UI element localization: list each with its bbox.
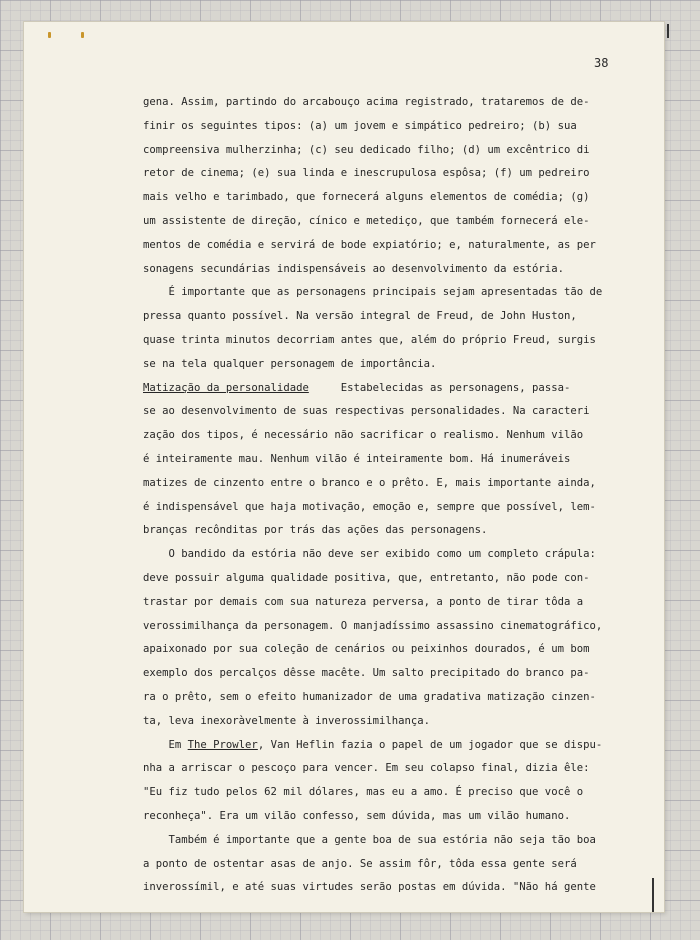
text-line: a ponto de ostentar asas de anjo. Se assim fôr, tôda essa gente será — [143, 857, 577, 870]
text-line: pressa quanto possível. Na versão integral de Freud, de John Huston, — [143, 310, 577, 323]
text-line: deve possuir alguma qualidade positiva, que, entretanto, não pode con- — [143, 571, 590, 584]
text-line: se na tela qualquer personagem de importância. — [143, 357, 437, 370]
edge-mark — [667, 24, 669, 38]
text-line: finir os seguintes tipos: (a) um jovem e simpático pedreiro; (b) sua — [143, 119, 577, 132]
text-line: gena. Assim, partindo do arcabouço acima registrado, trataremos de de- — [143, 96, 590, 108]
staple-mark — [81, 32, 84, 38]
section-heading-line — [143, 377, 613, 401]
text-line: nha a arriscar o pescoço para vencer. Em seu colapso final, dizia êle: — [143, 762, 590, 775]
film-title: The Prowler — [187, 738, 258, 751]
text-line: retor de cinema; (e) sua linda e inescrupulosa espôsa; (f) um pedreiro — [143, 167, 590, 180]
text-segment: Estabelecidas as personagens, passa- — [308, 381, 571, 394]
text-line: "Eu fiz tudo pelos 62 mil dólares, mas eu a amo. É preciso que você o — [143, 786, 584, 799]
text-line: verossimilhança da personagem. O manjadíssimo assassino cinematográfico, — [143, 619, 603, 632]
text-line: é inteiramente mau. Nenhum vilão é inteiramente bom. Há inumeráveis — [143, 452, 571, 465]
text-line: sonagens secundárias indispensáveis ao desenvolvimento da estória. — [143, 262, 564, 275]
text-line: ta, leva inexoràvelmente à inverossimilhança. — [143, 714, 431, 727]
text-line: zação dos tipos, é necessário não sacrificar o realismo. Nenhum vilão — [143, 429, 584, 442]
text-segment: Em — [143, 738, 188, 751]
edge-mark — [652, 878, 654, 912]
text-line: ra o prêto, sem o efeito humanizador de uma gradativa matização cinzen- — [143, 690, 596, 703]
text-line: compreensiva mulherzinha; (c) seu dedicado filho; (d) um excêntrico di — [143, 143, 590, 156]
text-line: é indispensável que haja motivação, emoção e, sempre que possível, lem- — [143, 500, 596, 513]
text-line: mais velho e tarimbado, que fornecerá alguns elementos de comédia; (g) — [143, 191, 590, 204]
text-line: branças recônditas por trás das ações das personagens. — [143, 524, 488, 537]
text-line: exemplo dos percalços dêsse macête. Um salto precipitado do branco pa- — [143, 667, 590, 680]
text-line: O bandido da estória não deve ser exibido como um completo crápula: — [143, 548, 596, 561]
text-segment: , Van Heflin fazia o papel de um jogador que se dispu- — [257, 738, 603, 751]
film-line — [143, 734, 613, 758]
text-line: mentos de comédia e servirá de bode expiatório; e, naturalmente, as per — [143, 238, 596, 251]
text-line: Também é importante que a gente boa de sua estória não seja tão boa — [143, 833, 596, 846]
text-line: apaixonado por sua coleção de cenários ou peixinhos dourados, é um bom — [143, 643, 590, 656]
text-line: inverossímil, e até suas virtudes serão postas em dúvida. "Não há gente — [143, 881, 596, 894]
text-line: É importante que as personagens principais sejam apresentadas tão de — [143, 286, 603, 299]
text-line: reconheça". Era um vilão confesso, sem dúvida, mas um vilão humano. — [143, 809, 571, 822]
text-line: se ao desenvolvimento de suas respectivas personalidades. Na caracteri — [143, 405, 590, 418]
section-heading: Matização da personalidade — [143, 381, 309, 394]
text-line: matizes de cinzento entre o branco e o prêto. E, mais importante ainda, — [143, 476, 596, 489]
typed-text — [143, 91, 613, 900]
text-line: quase trinta minutos decorriam antes que, além do próprio Freud, surgis — [143, 333, 596, 346]
text-line: um assistente de direção, cínico e metediço, que também fornecerá ele- — [143, 214, 590, 227]
staple-mark — [48, 32, 51, 38]
page-number: 38 — [594, 56, 609, 70]
text-line: trastar por demais com sua natureza perversa, a ponto de tirar tôda a — [143, 595, 584, 608]
